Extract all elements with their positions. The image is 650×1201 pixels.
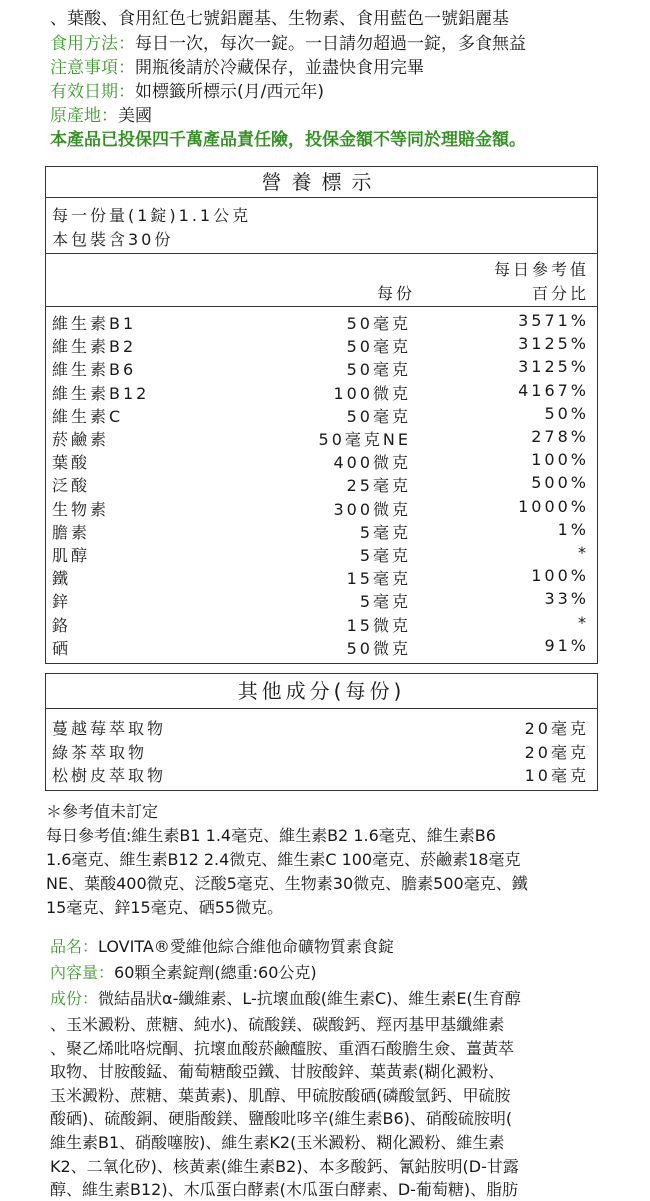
other-row (52, 716, 591, 739)
nutrient-daily-percent: * (578, 543, 589, 562)
ingredients-line: 取物、甘胺酸錳、葡萄糖酸亞鐵、甘胺酸鋅、葉黃素(糊化澱粉、 (50, 1062, 505, 1082)
nutrient-name: 生物素 (52, 499, 110, 519)
nutrient-daily-percent: 50% (544, 403, 589, 423)
servings-per-package: 本包裝含30份 (52, 230, 174, 249)
nutrient-amount: 15微克 (346, 615, 411, 635)
other-qty: 20毫克 (524, 719, 589, 738)
other-name: 綠茶萃取物 (52, 742, 148, 762)
nutrient-name: 維生素B6 (52, 360, 137, 380)
other-row (52, 763, 591, 786)
nutrient-daily-percent: 33% (544, 589, 589, 609)
col-per-serving-header: 每份 (376, 284, 415, 303)
reference-line: 每日參考值:維生素B1 1.4毫克、維生素B2 1.6毫克、維生素B6 (46, 826, 496, 845)
nutrient-name: 鋅 (52, 592, 72, 612)
nutrient-name: 維生素B12 (52, 383, 150, 403)
serving-size: 每一份量(1錠)1.1公克 (52, 206, 252, 225)
nutrition-row (52, 381, 591, 404)
nutrient-name: 維生素B1 (52, 314, 137, 333)
ingredients-line: K2、二氧化矽)、核黃素(維生素B2)、本多酸鈣、氰鈷胺明(D-甘露 (50, 1156, 519, 1176)
other-qty: 10毫克 (524, 766, 589, 785)
caution-text: 開瓶後請於冷藏保存，並盡快食用完畢 (135, 58, 424, 78)
nutrient-name: 維生素B2 (52, 337, 137, 357)
reference-line: NE、葉酸400微克、泛酸5毫克、生物素30微克、膽素500毫克、鐵 (46, 874, 528, 893)
nutrition-row (52, 427, 591, 450)
nutrient-amount: 50微克 (346, 638, 411, 658)
nutrition-row (52, 566, 591, 589)
nutrient-amount: 100微克 (333, 383, 411, 403)
expiry-text: 如標籤所標示(月/西元年) (135, 82, 324, 102)
nutrient-name: 泛酸 (52, 476, 91, 496)
nutrient-name: 葉酸 (52, 453, 91, 473)
reference-line: 15毫克、鋅15毫克、硒55微克。 (46, 898, 284, 917)
nutrient-amount: 50毫克 (346, 314, 411, 333)
nutrient-amount: 5毫克 (359, 522, 411, 542)
nutrient-amount: 400微克 (333, 453, 411, 473)
nutrition-row (52, 334, 591, 357)
ingredients-label: 成份： (50, 989, 99, 1008)
nutrient-amount: 50毫克NE (318, 430, 411, 449)
nutrient-amount: 300微克 (333, 499, 411, 519)
usage-line (50, 29, 526, 54)
nutrition-row (52, 311, 591, 334)
nutrient-name: 肌醇 (52, 546, 91, 565)
divider (46, 306, 597, 307)
nutrient-name: 鐵 (52, 569, 72, 589)
nutrient-daily-percent: 3571% (518, 311, 589, 330)
other-row (52, 740, 591, 763)
nutrient-daily-percent: 3125% (518, 357, 589, 377)
nutrition-row (52, 404, 591, 427)
col-daily-header-1: 每日參考值 (493, 260, 589, 279)
nutrition-title: 營養標示 (46, 167, 597, 198)
ingredients-line: 、聚乙烯吡咯烷酮、抗壞血酸菸鹼醯胺、重酒石酸膽生僉、薑黃萃 (50, 1038, 515, 1058)
product-name-line (50, 934, 394, 957)
nutrient-amount: 50毫克 (346, 406, 411, 426)
nutrient-daily-percent: 91% (544, 635, 589, 655)
nutrient-amount: 50毫克 (346, 337, 411, 357)
expiry-label: 有效日期： (50, 82, 135, 102)
nutrient-daily-percent: 278% (531, 427, 589, 446)
other-name: 松樹皮萃取物 (52, 766, 167, 785)
product-name: LOVITA®愛維他綜合維他命礦物質素食錠 (98, 937, 394, 956)
nutrient-daily-percent: 4167% (518, 380, 589, 400)
origin-line (50, 101, 152, 126)
nutrient-amount: 5毫克 (359, 546, 411, 565)
nutrient-amount: 50毫克 (346, 360, 411, 380)
caution-line (50, 53, 424, 78)
nutrient-daily-percent: 3125% (518, 334, 589, 354)
nutrition-row (52, 589, 591, 612)
undefined-note: ＊參考值未訂定 (46, 802, 159, 821)
nutrition-row (52, 450, 591, 473)
nutrient-amount: 5毫克 (359, 592, 411, 612)
ingredients-line: 酸硒)、硫酸銅、硬脂酸鎂、鹽酸吡哆辛(維生素B6)、硝酸硫胺明( (50, 1109, 513, 1129)
usage-label: 食用方法： (50, 34, 135, 54)
ingredients-tail: 、葉酸、食用紅色七號鋁麗基、生物素、食用藍色一號鋁麗基 (50, 9, 509, 29)
nutrient-name: 維生素C (52, 406, 124, 426)
nutrient-amount: 25毫克 (346, 476, 411, 496)
nutrient-daily-percent: 100% (531, 566, 589, 586)
ingredients-line: 、玉米澱粉、蔗糖、純水)、硫酸鎂、碳酸鈣、羥丙基甲基纖維素 (50, 1015, 505, 1034)
content-line (50, 960, 317, 983)
nutrition-table (45, 166, 598, 664)
nutrient-daily-percent: 1% (557, 519, 589, 539)
origin-label: 原產地： (50, 106, 118, 126)
expiry-line (50, 77, 324, 102)
nutrition-row (52, 636, 591, 659)
nutrition-row (52, 357, 591, 380)
nutrient-daily-percent: * (578, 612, 589, 632)
origin-text: 美國 (118, 106, 152, 126)
nutrient-name: 膽素 (52, 522, 91, 542)
product-name-label: 品名： (50, 937, 99, 956)
other-title: 其他成分(每份) (46, 674, 597, 709)
usage-text: 每日一次，每次一錠。一日請勿超過一錠，多食無益 (135, 34, 526, 54)
col-daily-header-2: 百分比 (531, 284, 589, 303)
caution-label: 注意事項： (50, 58, 135, 78)
nutrient-name: 鉻 (52, 615, 72, 635)
content-text: 60顆全素錠劑(總重:60公克) (114, 963, 317, 982)
ingredients-text: 微結晶狀α-纖維素、L-抗壞血酸(維生素C)、維生素E(生育醇 (98, 989, 521, 1008)
ingredients-line: 維生素B1、硝酸噻胺)、維生素K2(玉米澱粉、糊化澱粉、維生素 (50, 1133, 505, 1152)
nutrient-daily-percent: 500% (531, 473, 589, 493)
other-ingredients-table (45, 673, 598, 791)
ingredients-line: 醇、維生素B12)、木瓜蛋白酵素(木瓜蛋白酵素、D-葡萄糖)、脂肪 (50, 1180, 519, 1200)
reference-line: 1.6毫克、維生素B12 2.4微克、維生素C 100毫克、菸鹼素18毫克 (46, 850, 521, 869)
nutrient-daily-percent: 1000% (518, 496, 589, 516)
nutrition-row (52, 613, 591, 636)
nutrient-name: 硒 (52, 638, 72, 658)
ingredients-line: 玉米澱粉、蔗糖、葉黃素)、肌醇、甲硫胺酸硒(磷酸氫鈣、甲硫胺 (50, 1085, 511, 1105)
other-name: 蔓越莓萃取物 (52, 719, 167, 738)
insurance-notice: 本產品已投保四千萬產品責任險，投保金額不等同於理賠金額。 (50, 130, 526, 150)
nutrition-row (52, 520, 591, 543)
divider (46, 253, 597, 254)
nutrient-name: 菸鹼素 (52, 430, 110, 449)
nutrition-row (52, 473, 591, 496)
other-qty: 20毫克 (524, 742, 589, 762)
nutrition-row (52, 543, 591, 566)
ingredients-line (50, 986, 521, 1009)
nutrient-amount: 15毫克 (346, 569, 411, 589)
nutrition-row (52, 497, 591, 520)
content-label: 內容量： (50, 963, 115, 982)
nutrient-daily-percent: 100% (531, 450, 589, 470)
